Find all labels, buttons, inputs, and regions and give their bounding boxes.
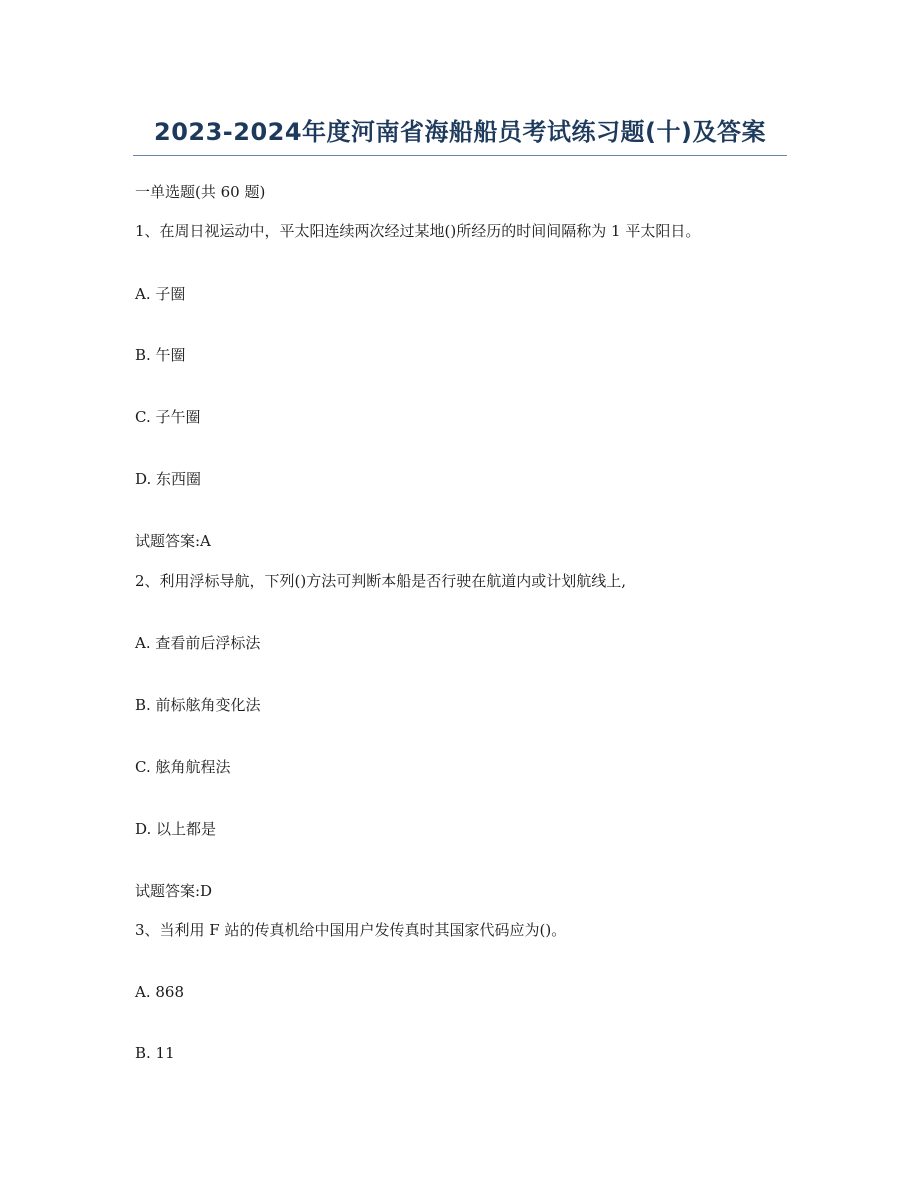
question-1-option-b: B. 午圈 <box>135 346 186 364</box>
question-2-answer: 试题答案:D <box>135 882 213 900</box>
question-1-option-a: A. 子圈 <box>135 285 186 303</box>
section-heading: 一单选题(共 60 题) <box>135 183 266 201</box>
question-2-option-a: A. 查看前后浮标法 <box>135 634 261 652</box>
question-1-text: 1、在周日视运动中，平太阳连续两次经过某地()所经历的时间间隔称为 1 平太阳日。 <box>135 222 701 240</box>
question-1-option-d: D. 东西圈 <box>135 470 202 488</box>
question-3-option-a: A. 868 <box>135 983 184 1001</box>
question-3-option-b: B. 11 <box>135 1044 175 1062</box>
question-2-option-b: B. 前标舷角变化法 <box>135 696 261 714</box>
document-title: 2023-2024年度河南省海船船员考试练习题(十)及答案 <box>154 118 766 146</box>
question-1-option-c: C. 子午圈 <box>135 408 201 426</box>
title-divider <box>133 155 787 156</box>
question-2-text: 2、利用浮标导航，下列()方法可判断本船是否行驶在航道内或计划航线上, <box>135 572 627 590</box>
question-2-option-d: D. 以上都是 <box>135 820 217 838</box>
question-2-option-c: C. 舷角航程法 <box>135 758 231 776</box>
question-1-answer: 试题答案:A <box>135 532 211 550</box>
question-3-text: 3、当利用 F 站的传真机给中国用户发传真时其国家代码应为()。 <box>135 921 567 939</box>
